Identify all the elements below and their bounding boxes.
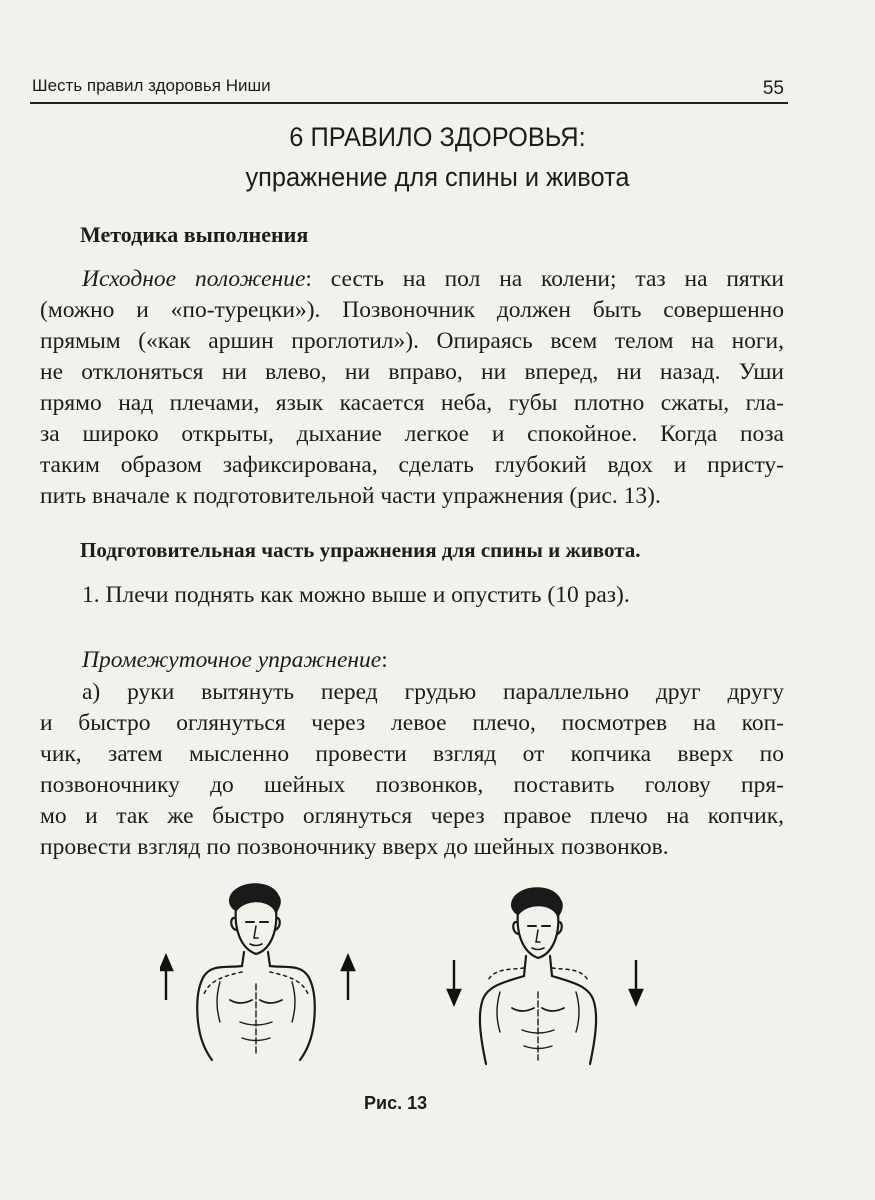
- item-number: 1.: [82, 582, 100, 608]
- up-arrow-left-2: [342, 956, 354, 1000]
- lead-italic: Исходное положение: [82, 266, 306, 292]
- figure-13-illustration: [160, 872, 660, 1067]
- page-number: 55: [762, 78, 784, 99]
- intermediate-label: Промежуточное упражнение: [82, 647, 382, 673]
- section-heading: Методика выполнения: [80, 222, 309, 247]
- item-line: [40, 580, 784, 611]
- down-arrow-right-1: [448, 960, 460, 1004]
- paragraph-line: прямым («как аршин проглотил»). Опираясь всем телом на ноги,: [40, 328, 784, 354]
- paragraph-line: таким образом зафиксирована, сделать глубокий вдох и присту-: [40, 452, 784, 478]
- paragraph-starting-position: [40, 264, 784, 512]
- paragraph-line: Исходное положение: сесть на пол на колени; таз на пятки: [82, 266, 784, 292]
- item-text: Плечи поднять как можно выше и опустить (10 раз).: [99, 582, 630, 608]
- paragraph-line: пить вначале к подготовительной части упражнения (рис. 13).: [40, 483, 661, 509]
- down-arrow-right-2: [630, 960, 642, 1004]
- paragraph-line: прямо над плечами, язык касается неба, губы плотно сжаты, гла-: [40, 390, 784, 416]
- running-head: [30, 72, 788, 104]
- item-a-line: чик, затем мысленно провести взгляд от копчика вверх по: [40, 741, 784, 767]
- paragraph-line: за широко открыты, дыхание легкое и спокойное. Когда поза: [40, 421, 784, 447]
- up-arrow-left-1: [160, 956, 172, 1000]
- exercise-item-a: [40, 677, 784, 863]
- chapter-title-line2: упражнение для спины и живота: [245, 162, 630, 192]
- item-a-line: позвоночнику до шейных позвонков, поставить голову пря-: [40, 772, 784, 798]
- paragraph-line: не отклоняться ни влево, ни вправо, ни вперед, ни назад. Уши: [40, 359, 784, 385]
- figure-caption: Рис. 13: [364, 1093, 428, 1113]
- item-a-line: провести взгляд по позвоночнику вверх до шейных позвонков.: [40, 834, 669, 860]
- item-a-line: а) руки вытянуть перед грудью параллельно друг другу: [82, 679, 784, 705]
- paragraph-line: (можно и «по-турецки»). Позвоночник должен быть совершенно: [40, 297, 784, 323]
- item-a-line: и быстро оглянуться через левое плечо, посмотрев на коп-: [40, 710, 784, 736]
- torso-figure-left: [197, 884, 315, 1060]
- preparatory-subheading: Подготовительная часть упражнения для спины и живота.: [80, 538, 641, 562]
- item-a-line: мо и так же быстро оглянуться через правое плечо на копчик,: [40, 803, 784, 829]
- chapter-title-line1: 6 ПРАВИЛО ЗДОРОВЬЯ:: [289, 122, 586, 152]
- torso-figure-right: [480, 888, 596, 1064]
- exercise-item-1: [40, 580, 784, 611]
- running-title: Шесть правил здоровья Ниши: [32, 76, 271, 95]
- intermediate-exercise-label: [40, 645, 784, 676]
- intermediate-colon: :: [381, 647, 388, 673]
